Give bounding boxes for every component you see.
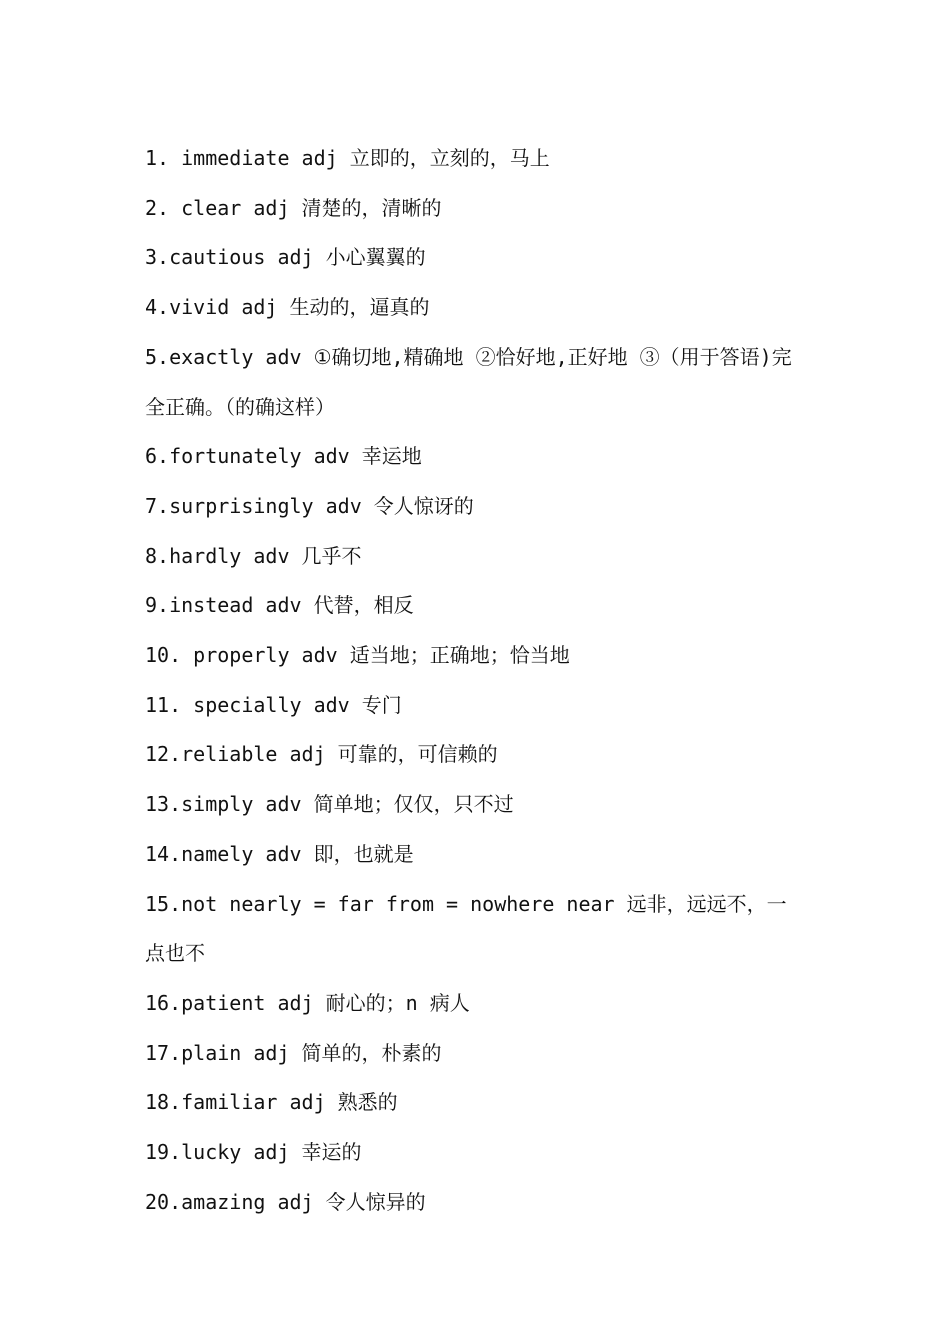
vocab-entry-20: 20.amazing adj 令人惊异的 [145,1189,426,1214]
vocab-entry-19: 19.lucky adj 幸运的 [145,1140,362,1165]
vocab-entry-14: 14.namely adv 即，也就是 [145,841,414,866]
vocab-entry-10: 10. properly adv 适当地；正确地；恰当地 [145,643,570,668]
vocabulary-list [145,134,805,1227]
vocab-entry-8: 8.hardly adv 几乎不 [145,543,362,568]
vocab-entry-1: 1. immediate adj 立即的，立刻的，马上 [145,146,550,170]
vocab-entry-6: 6.fortunately adv 幸运地 [145,444,422,469]
vocab-entry-12: 12.reliable adj 可靠的，可信赖的 [145,742,498,767]
vocab-entry-4: 4.vivid adj 生动的，逼真的 [145,295,430,320]
vocab-entry-15: 15.not nearly = far from = nowhere near 远非，远远不，一点也不 [145,891,787,966]
vocab-entry-5: 5.exactly adv ①确切地,精确地 ②恰好地,正好地 ③（用于答语)完全正确。（的确这样） [145,344,792,419]
vocab-entry-13: 13.simply adv 简单地；仅仅，只不过 [145,792,514,817]
vocab-entry-11: 11. specially adv 专门 [145,692,402,717]
vocab-entry-9: 9.instead adv 代替，相反 [145,593,414,618]
vocab-entry-18: 18.familiar adj 熟悉的 [145,1090,398,1115]
vocab-entry-17: 17.plain adj 简单的，朴素的 [145,1040,442,1065]
vocab-entry-16: 16.patient adj 耐心的；n 病人 [145,990,470,1015]
vocab-entry-3: 3.cautious adj 小心翼翼的 [145,245,426,270]
vocab-entry-2: 2. clear adj 清楚的，清晰的 [145,195,442,220]
vocab-entry-7: 7.surprisingly adv 令人惊讶的 [145,493,474,518]
